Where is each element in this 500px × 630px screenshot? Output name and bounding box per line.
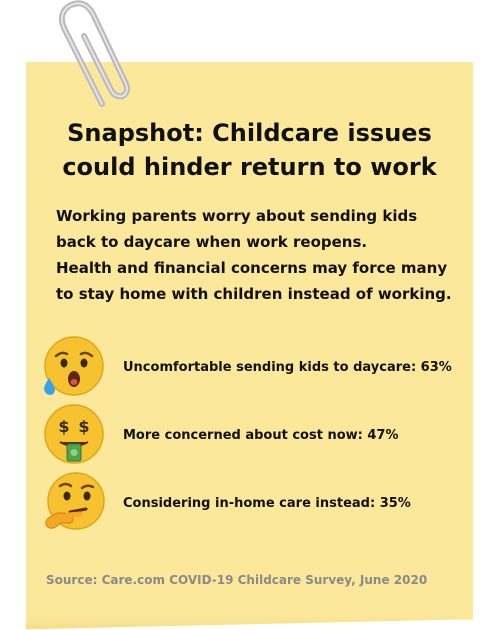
anxious-face-icon (38, 332, 108, 402)
stat-row (38, 332, 452, 402)
svg-text:$: $ (78, 417, 90, 436)
intro-line: back to daycare when work reopens. (56, 233, 368, 251)
intro-paragraph (56, 203, 466, 307)
intro-line: Working parents worry about sending kids (56, 207, 418, 225)
svg-text:$: $ (58, 417, 70, 436)
stat-row (38, 468, 411, 538)
stat-row (38, 400, 399, 470)
page-title (26, 116, 473, 184)
stat-label: Considering in-home care instead: 35% (123, 495, 411, 511)
stat-label: More concerned about cost now: 47% (123, 427, 399, 443)
title-line: could hinder return to work (62, 153, 437, 181)
stat-label: Uncomfortable sending kids to daycare: 63% (123, 359, 452, 375)
paperclip-icon (40, 0, 150, 115)
title-line: Snapshot: Childcare issues (67, 119, 432, 147)
intro-line: Health and financial concerns may force many (56, 259, 448, 277)
source-citation: Source: Care.com COVID-19 Childcare Survey, June 2020 (46, 573, 428, 587)
thinking-face-icon (38, 468, 108, 538)
intro-line: to stay home with children instead of working. (56, 285, 452, 303)
money-mouth-face-icon (38, 400, 108, 470)
